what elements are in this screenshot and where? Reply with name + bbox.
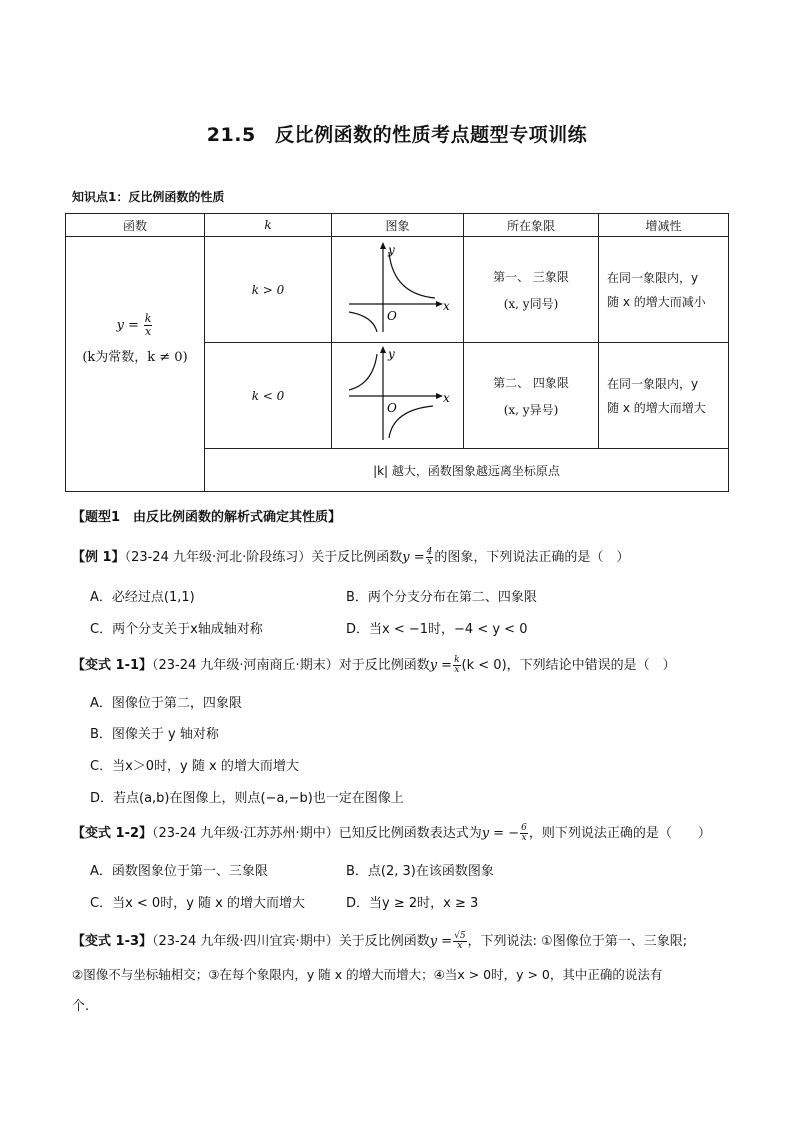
fraction-den: x <box>454 665 460 675</box>
option-a[interactable]: A．图像位于第二，四象限 <box>90 696 242 711</box>
quadrant-cell-2 <box>464 343 599 449</box>
axis-x-label: x <box>442 299 450 313</box>
question-text: (k < 0)，下列结论中错误的是（ ） <box>461 658 676 673</box>
sign-text: (x, y同号) <box>503 296 559 311</box>
properties-table <box>65 213 729 492</box>
header-k: k <box>205 214 332 237</box>
k-positive: k > 0 <box>205 237 332 343</box>
formula-y: y = <box>402 550 425 565</box>
header-graph: 图象 <box>332 214 464 237</box>
question-text: ，下列说法: ①图像位于第一、三象限; <box>467 934 688 949</box>
formula-fraction <box>426 548 434 567</box>
question-v13-line3: 个. <box>72 999 90 1014</box>
graph-k-negative <box>332 343 464 449</box>
monotonic-line: 随 x 的增大而增大 <box>607 400 706 415</box>
formula-fraction <box>520 824 528 843</box>
origin-label: O <box>386 309 397 323</box>
question-text: （23-24 九年级·四川宜宾·期中）关于反比例函数 <box>152 934 430 949</box>
option-b[interactable]: B．图像关于 y 轴对称 <box>90 727 219 742</box>
header-monotonic: 增减性 <box>599 214 729 237</box>
fraction-den: x <box>426 557 433 567</box>
option-a[interactable]: A．函数图象位于第一、三象限 <box>90 864 268 879</box>
func-y: y = <box>116 318 139 333</box>
func-den: x <box>144 325 152 338</box>
monotonic-cell-1 <box>599 237 729 343</box>
question-text: 的图象，下列说法正确的是（ ） <box>434 550 630 565</box>
question-v13-line2: ②图像不与坐标轴相交；③在每个象限内，y 随 x 的增大而增大；④当x > 0时，y > 0，其中正确的说法有 <box>72 967 663 982</box>
func-num: k <box>144 312 152 325</box>
option-d[interactable]: D．若点(a,b)在图像上，则点(−a,−b)也一定在图像上 <box>90 791 404 806</box>
option-b[interactable]: B．两个分支分布在第二、四象限 <box>346 590 537 605</box>
topic-heading: 【题型1 由反比例函数的解析式确定其性质】 <box>72 510 342 525</box>
formula-fraction <box>453 932 466 951</box>
axis-x-label: x <box>442 391 450 405</box>
page-title: 21.5 反比例函数的性质考点题型专项训练 <box>206 124 588 146</box>
formula-y: y = <box>429 658 453 673</box>
question-text: （23-24 九年级·河南商丘·期末）对于反比例函数 <box>152 658 430 673</box>
quadrant-text: 第二、 四象限 <box>493 375 569 390</box>
function-cell <box>66 237 205 492</box>
graph-k-positive <box>332 237 464 343</box>
axis-y-label: y <box>387 243 395 257</box>
question-v13 <box>72 932 687 951</box>
func-fraction <box>144 313 153 338</box>
question-label: 【变式 1-3】 <box>72 934 153 949</box>
note-cell: |k| 越大，函数图象越远离坐标原点 <box>205 449 729 492</box>
question-text: （23-24 九年级·河北·阶段练习）关于反比例函数 <box>124 550 403 565</box>
question-label: 【例 1】 <box>72 550 125 565</box>
axis-y-label: y <box>387 347 395 361</box>
fraction-num: k <box>454 655 460 665</box>
fraction-num: 6 <box>521 823 527 833</box>
fraction-den: x <box>521 833 527 843</box>
formula-fraction <box>453 656 460 675</box>
fraction-num: 4 <box>426 547 433 557</box>
table-header-row <box>66 214 729 237</box>
origin-label: O <box>386 401 397 415</box>
hyperbola-q1q3-graph <box>343 240 453 336</box>
option-a[interactable]: A．必经过点(1,1) <box>90 590 195 605</box>
monotonic-line: 随 x 的增大而减小 <box>607 294 706 309</box>
question-text: （23-24 九年级·江苏苏州·期中）已知反比例函数表达式为 <box>152 826 482 841</box>
fraction-den: x <box>457 941 463 951</box>
question-ex1 <box>72 548 629 567</box>
monotonic-line: 在同一象限内，y <box>607 270 699 285</box>
hyperbola-q2q4-graph <box>343 344 453 444</box>
question-label: 【变式 1-1】 <box>72 658 153 673</box>
formula-y: y = − <box>481 826 520 841</box>
sign-text: (x, y异号) <box>503 402 559 417</box>
question-label: 【变式 1-2】 <box>72 826 153 841</box>
table-row <box>66 237 729 343</box>
header-function: 函数 <box>66 214 205 237</box>
option-c[interactable]: C．两个分支关于x轴成轴对称 <box>90 622 263 637</box>
quadrant-text: 第一、 三象限 <box>493 269 569 284</box>
func-condition: (k为常数，k ≠ 0) <box>82 350 188 365</box>
fraction-num: √5 <box>454 931 466 941</box>
option-c[interactable]: C．当x＞0时，y 随 x 的增大而增大 <box>90 759 299 774</box>
option-b[interactable]: B．点(2, 3)在该函数图象 <box>346 864 494 879</box>
header-quadrant: 所在象限 <box>464 214 599 237</box>
section-heading: 知识点1：反比例函数的性质 <box>72 190 225 204</box>
monotonic-cell-2 <box>599 343 729 449</box>
quadrant-cell-1 <box>464 237 599 343</box>
k-negative: k < 0 <box>205 343 332 449</box>
question-v12 <box>72 824 711 843</box>
monotonic-line: 在同一象限内，y <box>607 376 699 391</box>
option-c[interactable]: C．当x < 0时，y 随 x 的增大而增大 <box>90 896 305 911</box>
option-d[interactable]: D．当y ≥ 2时，x ≥ 3 <box>346 896 479 911</box>
formula-y: y = <box>429 934 453 949</box>
question-text: ，则下列说法正确的是（ ） <box>528 826 711 841</box>
question-v11 <box>72 656 676 675</box>
option-d[interactable]: D．当x < −1时，−4 < y < 0 <box>346 622 528 637</box>
